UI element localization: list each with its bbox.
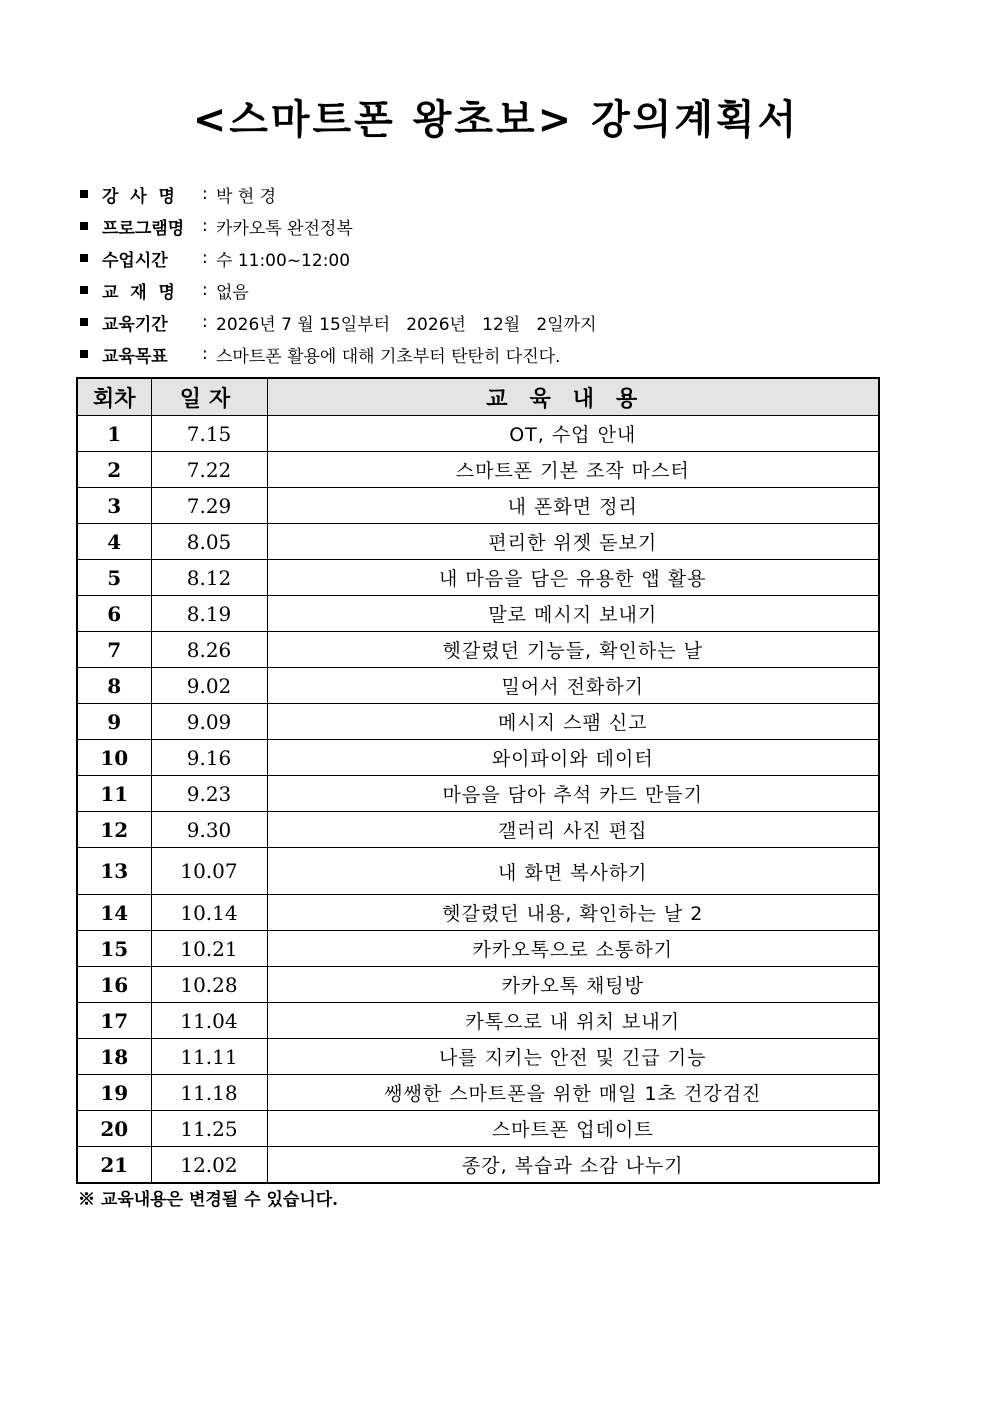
info-row-program <box>80 210 900 242</box>
content-cell: 헷갈렸던 내용, 확인하는 날 2 <box>267 895 879 931</box>
info-label: 프로그램명 <box>102 218 185 239</box>
course-info-list <box>80 178 900 370</box>
info-row-instructor <box>80 178 900 210</box>
content-cell: 스마트폰 기본 조작 마스터 <box>267 452 879 488</box>
schedule-table-body <box>77 416 879 1184</box>
content-cell: 종강, 복습과 소감 나누기 <box>267 1147 879 1184</box>
table-row <box>77 967 879 1003</box>
column-header-content: 교육내용 <box>267 378 879 416</box>
info-label: 교 재 명 <box>102 282 175 303</box>
info-separator: : <box>202 280 208 300</box>
session-number-cell: 13 <box>77 848 151 895</box>
table-row <box>77 668 879 704</box>
session-number-cell: 2 <box>77 452 151 488</box>
content-cell: 내 마음을 담은 유용한 앱 활용 <box>267 560 879 596</box>
table-row <box>77 488 879 524</box>
info-label: 수업시간 <box>102 250 168 271</box>
date-cell: 9.16 <box>151 740 267 776</box>
date-cell: 9.23 <box>151 776 267 812</box>
info-value: 없음 <box>216 282 249 303</box>
session-number-cell: 1 <box>77 416 151 452</box>
date-cell: 7.15 <box>151 416 267 452</box>
date-cell: 8.05 <box>151 524 267 560</box>
date-cell: 9.09 <box>151 704 267 740</box>
content-cell: 와이파이와 데이터 <box>267 740 879 776</box>
content-cell: 밀어서 전화하기 <box>267 668 879 704</box>
date-cell: 8.12 <box>151 560 267 596</box>
table-row <box>77 1039 879 1075</box>
footnote: ※ 교육내용은 변경될 수 있습니다. <box>78 1190 339 1210</box>
document-title: <스마트폰 왕초보> 강의계획서 <box>192 97 800 143</box>
session-number-cell: 11 <box>77 776 151 812</box>
table-row <box>77 1075 879 1111</box>
info-separator: : <box>202 248 208 268</box>
table-row <box>77 560 879 596</box>
column-header-session: 회차 <box>77 378 151 416</box>
content-cell: 헷갈렸던 기능들, 확인하는 날 <box>267 632 879 668</box>
session-number-cell: 4 <box>77 524 151 560</box>
session-number-cell: 21 <box>77 1147 151 1184</box>
info-label: 강 사 명 <box>102 186 175 207</box>
content-cell: 마음을 담아 추석 카드 만들기 <box>267 776 879 812</box>
date-cell: 12.02 <box>151 1147 267 1184</box>
session-number-cell: 15 <box>77 931 151 967</box>
info-label: 교육기간 <box>102 314 168 335</box>
info-value: 카카오톡 완전정복 <box>216 218 353 239</box>
info-separator: : <box>202 184 208 204</box>
content-cell: OT, 수업 안내 <box>267 416 879 452</box>
content-cell: 편리한 위젯 돋보기 <box>267 524 879 560</box>
table-header-row <box>77 378 879 416</box>
content-cell: 내 화면 복사하기 <box>267 848 879 895</box>
date-cell: 9.02 <box>151 668 267 704</box>
date-cell: 10.28 <box>151 967 267 1003</box>
content-cell: 갤러리 사진 편집 <box>267 812 879 848</box>
content-cell: 카카오톡으로 소통하기 <box>267 931 879 967</box>
date-cell: 10.07 <box>151 848 267 895</box>
content-cell: 내 폰화면 정리 <box>267 488 879 524</box>
session-number-cell: 14 <box>77 895 151 931</box>
date-cell: 11.11 <box>151 1039 267 1075</box>
content-cell: 쌩쌩한 스마트폰을 위한 매일 1초 건강검진 <box>267 1075 879 1111</box>
table-row <box>77 596 879 632</box>
table-row <box>77 812 879 848</box>
table-row <box>77 632 879 668</box>
date-cell: 7.22 <box>151 452 267 488</box>
square-bullet-icon <box>80 254 88 262</box>
table-row <box>77 776 879 812</box>
schedule-table <box>76 377 880 1184</box>
square-bullet-icon <box>80 286 88 294</box>
session-number-cell: 5 <box>77 560 151 596</box>
info-separator: : <box>202 312 208 332</box>
session-number-cell: 6 <box>77 596 151 632</box>
info-row-class-time <box>80 242 900 274</box>
date-cell: 10.14 <box>151 895 267 931</box>
info-row-goal <box>80 338 900 370</box>
date-cell: 10.21 <box>151 931 267 967</box>
table-row <box>77 1147 879 1184</box>
session-number-cell: 10 <box>77 740 151 776</box>
info-value: 스마트폰 활용에 대해 기초부터 탄탄히 다진다. <box>216 346 561 367</box>
content-cell: 카톡으로 내 위치 보내기 <box>267 1003 879 1039</box>
info-value: 2026년 7 월 15일부터 2026년 12월 2일까지 <box>216 314 597 335</box>
session-number-cell: 12 <box>77 812 151 848</box>
content-cell: 메시지 스팸 신고 <box>267 704 879 740</box>
square-bullet-icon <box>80 318 88 326</box>
square-bullet-icon <box>80 222 88 230</box>
info-label: 교육목표 <box>102 346 168 367</box>
content-cell: 스마트폰 업데이트 <box>267 1111 879 1147</box>
table-row <box>77 416 879 452</box>
session-number-cell: 9 <box>77 704 151 740</box>
table-row <box>77 452 879 488</box>
table-row <box>77 524 879 560</box>
session-number-cell: 17 <box>77 1003 151 1039</box>
info-separator: : <box>202 344 208 364</box>
content-cell: 말로 메시지 보내기 <box>267 596 879 632</box>
session-number-cell: 16 <box>77 967 151 1003</box>
table-row <box>77 740 879 776</box>
date-cell: 7.29 <box>151 488 267 524</box>
session-number-cell: 20 <box>77 1111 151 1147</box>
date-cell: 9.30 <box>151 812 267 848</box>
date-cell: 11.18 <box>151 1075 267 1111</box>
table-row <box>77 848 879 895</box>
session-number-cell: 8 <box>77 668 151 704</box>
info-value: 수 11:00~12:00 <box>216 250 351 271</box>
square-bullet-icon <box>80 350 88 358</box>
content-cell: 카카오톡 채팅방 <box>267 967 879 1003</box>
info-separator: : <box>202 216 208 236</box>
table-row <box>77 931 879 967</box>
info-value: 박 현 경 <box>216 186 277 207</box>
table-row <box>77 704 879 740</box>
content-cell: 나를 지키는 안전 및 긴급 기능 <box>267 1039 879 1075</box>
session-number-cell: 7 <box>77 632 151 668</box>
info-row-period <box>80 306 900 338</box>
session-number-cell: 3 <box>77 488 151 524</box>
square-bullet-icon <box>80 190 88 198</box>
info-row-textbook <box>80 274 900 306</box>
date-cell: 11.04 <box>151 1003 267 1039</box>
session-number-cell: 19 <box>77 1075 151 1111</box>
date-cell: 8.19 <box>151 596 267 632</box>
table-row <box>77 895 879 931</box>
date-cell: 11.25 <box>151 1111 267 1147</box>
table-row <box>77 1111 879 1147</box>
table-row <box>77 1003 879 1039</box>
session-number-cell: 18 <box>77 1039 151 1075</box>
column-header-date: 일자 <box>151 378 267 416</box>
date-cell: 8.26 <box>151 632 267 668</box>
